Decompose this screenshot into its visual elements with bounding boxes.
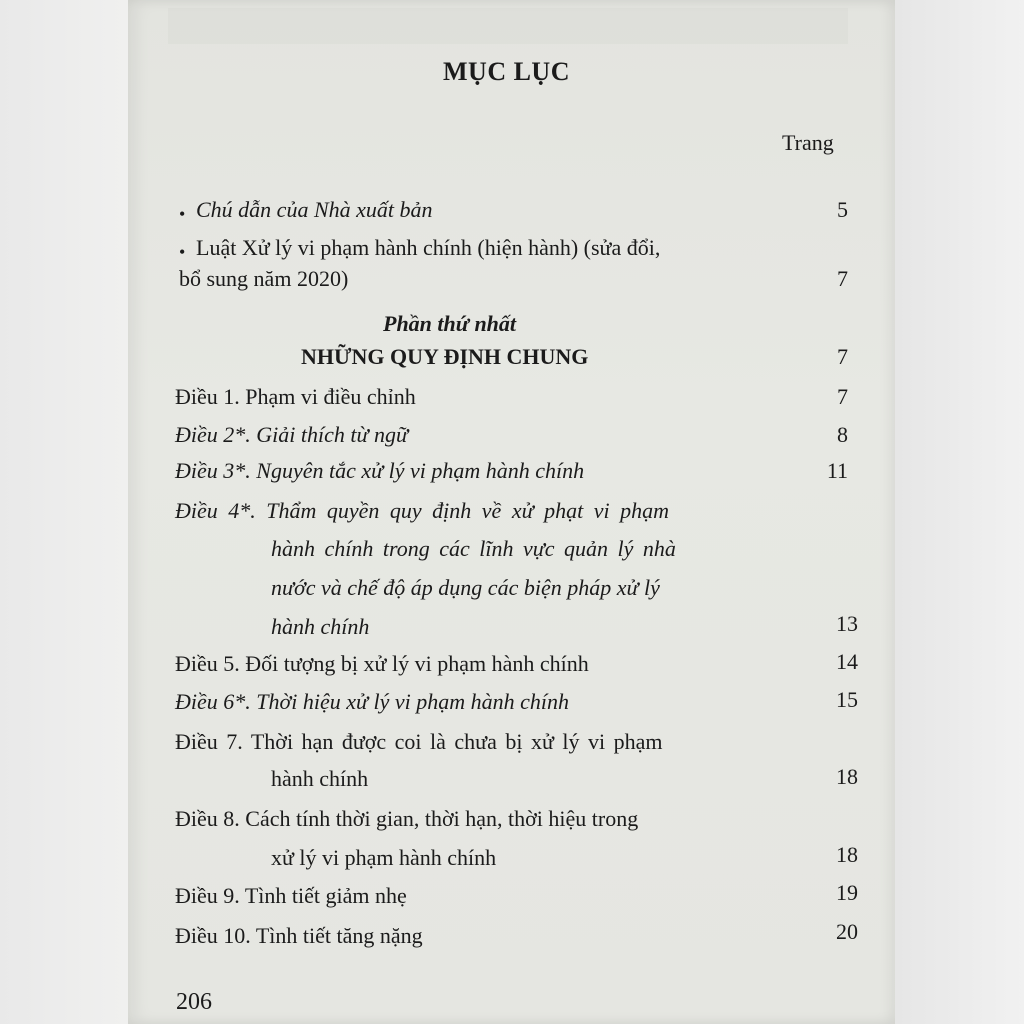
toc-page-number: 20 <box>836 919 858 944</box>
toc-entry-cont: hành chính <box>271 766 369 791</box>
toc-page-number: 15 <box>836 687 858 712</box>
toc-entry: Điều 7. Thời hạn được coi là chưa bị xử lý vi phạm <box>175 729 663 754</box>
toc-page-number: 18 <box>836 764 858 789</box>
toc-page-number: 8 <box>837 422 848 447</box>
toc-page-number: 14 <box>836 649 858 674</box>
bullet-icon: • <box>179 204 186 224</box>
folio-page-number: 206 <box>176 989 212 1015</box>
toc-entry: Điều 10. Tình tiết tăng nặng <box>175 923 423 948</box>
toc-page-number: 7 <box>837 384 848 409</box>
toc-bullet-text: Luật Xử lý vi phạm hành chính (hiện hành) (sửa đổi, <box>196 235 661 260</box>
toc-page-number: 7 <box>837 266 848 291</box>
show-through <box>168 8 848 44</box>
toc-page-number: 18 <box>836 842 858 867</box>
toc-entry: Điều 4*. Thẩm quyền quy định về xử phạt vi phạm <box>175 498 669 523</box>
toc-page-number: 7 <box>837 344 848 369</box>
page-title: MỤC LỤC <box>443 57 570 86</box>
background-right <box>895 0 1024 1024</box>
toc-entry: Điều 6*. Thời hiệu xử lý vi phạm hành chính <box>175 689 570 714</box>
toc-page-number: 11 <box>826 458 848 483</box>
toc-bullet-text: Chú dẫn của Nhà xuất bản <box>196 197 433 222</box>
toc-entry: Điều 1. Phạm vi điều chỉnh <box>175 384 416 409</box>
toc-page-number: 5 <box>837 197 848 222</box>
toc-entry-cont: hành chính trong các lĩnh vực quản lý nhà <box>271 536 676 561</box>
toc-entry: Điều 3*. Nguyên tắc xử lý vi phạm hành chính <box>175 458 585 483</box>
part-title: NHỮNG QUY ĐỊNH CHUNG <box>301 344 589 369</box>
background-left <box>0 0 128 1024</box>
toc-entry: Điều 8. Cách tính thời gian, thời hạn, thời hiệu trong <box>175 806 639 831</box>
toc-entry: Điều 9. Tình tiết giảm nhẹ <box>175 883 407 908</box>
part-label: Phần thứ nhất <box>383 311 517 336</box>
toc-page-number: 13 <box>836 611 858 636</box>
toc-entry: Điều 2*. Giải thích từ ngữ <box>175 422 408 447</box>
page-column-label: Trang <box>782 130 834 155</box>
toc-page-number: 19 <box>836 880 858 905</box>
toc-entry-cont: nước và chế độ áp dụng các biện pháp xử lý <box>271 575 660 600</box>
bullet-icon: • <box>179 242 186 262</box>
toc-entry-cont: hành chính <box>271 614 370 639</box>
toc-entry: Điều 5. Đối tượng bị xử lý vi phạm hành chính <box>175 651 589 676</box>
toc-entry-cont: xử lý vi phạm hành chính <box>271 845 497 870</box>
toc-bullet-text-cont: bổ sung năm 2020) <box>179 266 349 291</box>
